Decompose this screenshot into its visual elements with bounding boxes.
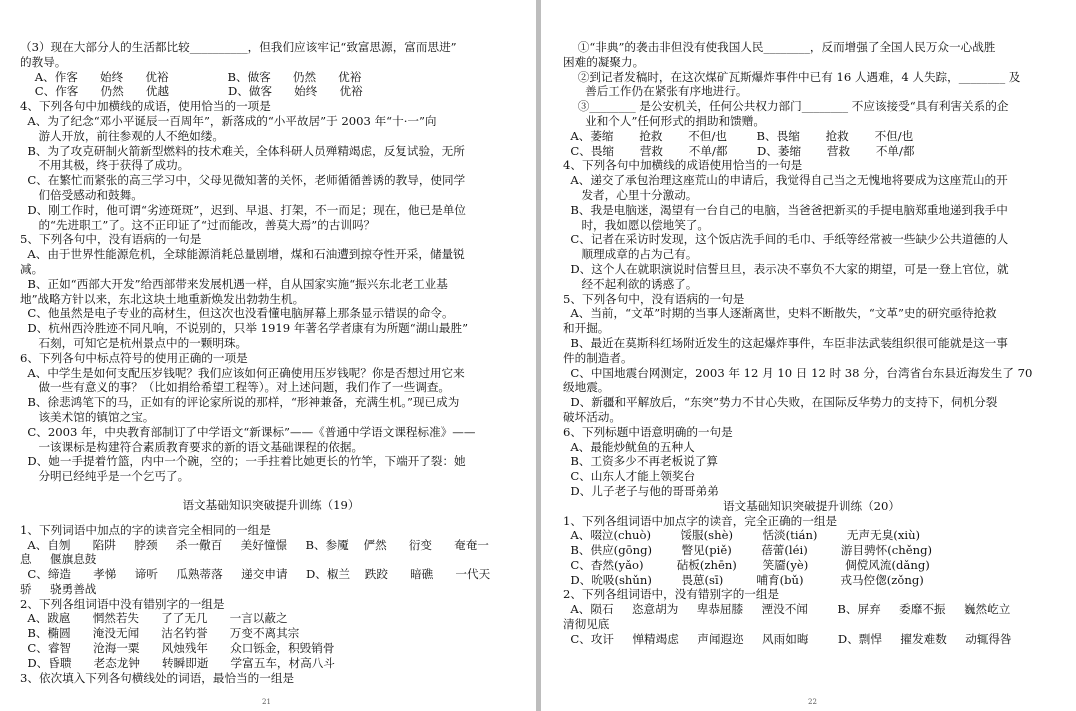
text-line: 该美术馆的镇馆之宝。: [20, 409, 155, 424]
text-line: D、儿子老子与他的哥哥弟弟: [563, 483, 719, 498]
text-line: B、供应(gōng) 瞥见(piě) 蓓蕾(léi) 游目骋怀(chěng): [563, 543, 933, 558]
text-line: 清彻见底: [563, 617, 610, 632]
text-line: C、他虽然是电子专业的高材生，但这次也没看懂电脑屏幕上那条显示错误的命令。: [20, 306, 454, 321]
text-line: B、徐悲鸿笔下的马，正如有的评论家所说的那样，“形神兼备，充满生机。”现已成为: [20, 395, 460, 410]
text-line: A、自刎 陷阱 脖颈 杀一儆百 美好憧憬 B、参魇 俨然 衍变 奄奄一: [20, 537, 489, 552]
text-line: 时，我如愿以偿地笑了。: [563, 217, 709, 232]
text-line: ③________ 是公安机关，任何公共权力部门________ 不应该接受“具有利害关系的企: [563, 99, 1009, 114]
text-line: C、畏缩 营救 不单/都 D、萎缩 营救 不单/都: [563, 143, 915, 158]
left-page-text: [20, 40, 522, 685]
text-line: 经不起利欲的诱惑了。: [563, 276, 698, 291]
text-line: D、杭州西泠胜迹不同凡响，不说别的，只举 1919 年著名学者康有为所题“湖山最胜”: [20, 321, 468, 336]
text-line: C、在繁忙而紧张的高三学习中，父母见微知著的关怀，老师循循善诱的教导，使同学: [20, 173, 466, 188]
text-line: C、杳然(yǎo) 砧板(zhēn) 笑靥(yè) 倜傥风流(dǎng): [563, 557, 930, 572]
text-line: 们倍受感动和鼓舞。: [20, 187, 143, 202]
text-line: 息 偃旗息鼓: [20, 552, 97, 567]
text-line: 1、下列各组词语中加点字的读音，完全正确的一组是: [563, 513, 838, 528]
section-title: 语文基础知识突破提升训练（20）: [722, 498, 901, 513]
text-line: 的教导。: [20, 54, 67, 69]
text-line: A、递交了承包治理这座荒山的申请后，我觉得自己当之无愧地将要成为这座荒山的开: [563, 173, 1008, 188]
text-line: C、山东人才能上领奖台: [563, 469, 696, 484]
text-line: 减。: [20, 261, 44, 276]
text-line: B、工资多少不再老板说了算: [563, 454, 719, 469]
text-line: C、记者在采访时发现，这个饭店洗手间的毛巾、手纸等经常被一些缺少公共道德的人: [563, 232, 1009, 247]
text-line: 游人开放，前往参观的人不绝如缕。: [20, 128, 224, 143]
text-line: A、萎缩 抢救 不但/也 B、畏缩 抢救 不但/也: [563, 128, 914, 143]
text-line: B、椭圆 淹没无闻 沽名钓誉 万变不离其宗: [20, 626, 300, 641]
text-line: A、最能炒鱿鱼的五种人: [563, 439, 695, 454]
right-page: [541, 0, 1076, 711]
text-line: 顺理成章的占为己有。: [563, 247, 698, 262]
text-line: 做一些有意义的事？（比如捐给希望工程等）。对上述问题，我们作了一些调查。: [20, 380, 451, 395]
text-line: 和开掘。: [563, 321, 610, 336]
text-line: 2、下列各组词语中没有错别字的一组是: [20, 596, 225, 611]
text-line: C、2003 年，中央教育部制订了中学语文“新课标”——《普通中学语文课程标准》——: [20, 424, 476, 439]
text-line: D、这个人在就职演说时信誓旦旦，表示决不辜负不大家的期望，可是一登上官位，就: [563, 261, 1009, 276]
text-line: 地”战略方针以来，东北这块土地重新焕发出勃勃生机。: [20, 291, 305, 306]
text-line: 5、下列各句中，没有语病的一句是: [563, 291, 745, 306]
right-page-number: 22: [808, 698, 817, 706]
text-line: ②到记者发稿时，在这次煤矿瓦斯爆炸事件中已有 16 人遇难，4 人失踪，________ 及: [563, 69, 1021, 84]
text-line: A、作客 始终 优裕 B、做客 仍然 优裕: [20, 69, 362, 84]
text-line: 破坏活动。: [563, 409, 621, 424]
text-line: B、为了攻克研制火箭新型燃料的技术难关，全体科研人员殚精竭虑，反复试验，无所: [20, 143, 465, 158]
text-line: 石刻，可知它是杭州景点中的一颗明珠。: [20, 335, 248, 350]
text-line: 件的制造者。: [563, 350, 633, 365]
text-line: 4、下列各句中加横线的成语，使用恰当的一项是: [20, 99, 271, 114]
text-line: D、吮吸(shǔn) 畏葸(sī) 哺育(bǔ) 戎马倥偬(zǒng): [563, 572, 924, 587]
text-line: A、跋扈 惘然若失 了了无几 一言以蔽之: [20, 611, 288, 626]
text-line: D、新疆和平解放后，“东突”势力不甘心失败，在国际反华势力的支持下，伺机分裂: [563, 395, 998, 410]
text-line: 不用其极，终于获得了成功。: [20, 158, 190, 173]
left-page: [0, 0, 536, 711]
text-line: 5、下列各句中，没有语病的一句是: [20, 232, 202, 247]
text-line: A、由于世界性能源危机，全球能源消耗总量剧增，煤和石油遭到掠夺性开采，储量锐: [20, 247, 465, 262]
text-line: A、当前，“文革”时期的当事人逐渐离世，史料不断散失，“文革”史的研究亟待抢救: [563, 306, 997, 321]
text-line: C、攻讦 惮精竭虑 声闻遐迩 风雨如晦 D、剽悍 擢发难数 动辄得咎: [563, 631, 1012, 646]
text-line: 骄 骁勇善战: [20, 581, 97, 596]
text-line: 发者，心里十分激动。: [563, 187, 698, 202]
text-line: 的“先进职工”了。这不正印证了“过而能改，善莫大焉”的古训吗？: [20, 217, 376, 232]
text-line: D、她一手提着竹篮，内中一个碗，空的；一手拄着比她更长的竹竿，下端开了裂：她: [20, 454, 466, 469]
text-line: ①“非典”的袭击非但没有使我国人民________，反而增强了全国人民万众一心战胜: [563, 40, 996, 54]
section-title: 语文基础知识突破提升训练（19）: [182, 497, 360, 512]
text-line: 6、下列标题中语意明确的一句是: [563, 424, 733, 439]
text-line: 2、下列各组词语中，没有错别字的一组是: [563, 587, 780, 602]
text-line: A、中学生是如何支配压岁钱呢？我们应该如何正确使用压岁钱呢？你是否想过用它来: [20, 365, 465, 380]
text-line: B、最近在莫斯科红场附近发生的这起爆炸事件，车臣非法武装组织很可能就是这一事: [563, 335, 1008, 350]
text-line: D、刚工作时，他可谓“劣迹斑斑”，迟到、早退、打架，不一而足；现在，他已是单位: [20, 202, 466, 217]
text-line: 级地震。: [563, 380, 610, 395]
text-line: 6、下列各句中标点符号的使用正确的一项是: [20, 350, 248, 365]
right-page-text: [563, 40, 1060, 647]
text-line: 1、下列词语中加点的字的读音完全相同的一组是: [20, 522, 271, 537]
text-line: C、睿智 沧海一粟 风烛残年 众口铄金，积毁销骨: [20, 641, 335, 656]
text-line: 困难的凝聚力。: [563, 54, 645, 69]
text-line: C、中国地震台网测定，2003 年 12 月 10 日 12 时 38 分，台湾省台东县近海发生了 70: [563, 365, 1033, 380]
text-line: A、为了纪念“邓小平诞辰一百周年”，新落成的“小平故居”于 2003 年“十·一”向: [20, 113, 437, 128]
text-line: C、作客 仍然 优越 D、做客 始终 优裕: [20, 84, 363, 99]
text-line: 业和个人”任何形式的捐助和馈赠。: [563, 113, 765, 128]
text-line: 3、依次填入下列各句横线处的词语，最恰当的一组是: [20, 670, 295, 685]
text-line: B、我是电脑迷，渴望有一台自己的电脑，当爸爸把新买的手提电脑郑重地递到我手中: [563, 202, 1008, 217]
text-line: 一该课标是构建符合素质教育要求的新的语文基础课程的依据。: [20, 439, 364, 454]
text-line: B、正如“西部大开发”给西部带来发展机遇一样，自从国家实施“振兴东北老工业基: [20, 276, 448, 291]
text-line: D、昏聩 老态龙钟 转瞬即逝 学富五车，材高八斗: [20, 655, 335, 670]
text-line: A、陨石 恣意胡为 卑恭屈膝 湮没不闻 B、屏弃 委靡不振 巍然屹立: [563, 602, 1011, 617]
text-line: C、缔造 孝悌 谛听 瓜熟蒂落 递交申请 D、椒兰 跌跤 暗礁 一代天: [20, 567, 491, 582]
text-line: 4、下列各句中加横线的成语使用恰当的一句是: [563, 158, 803, 173]
text-line: 分明已经纯乎是一个乞丐了。: [20, 469, 190, 484]
text-line: （3）现在大部分人的生活都比较__________，但我们应该牢记“致富思源，富而思进”: [20, 40, 457, 54]
left-page-number: 21: [262, 698, 271, 706]
text-line: 善后工作仍在紧张有序地进行。: [563, 84, 748, 99]
text-line: A、啜泣(chuò) 馁服(shè) 恬淡(tián) 无声无臭(xiù): [563, 528, 921, 543]
